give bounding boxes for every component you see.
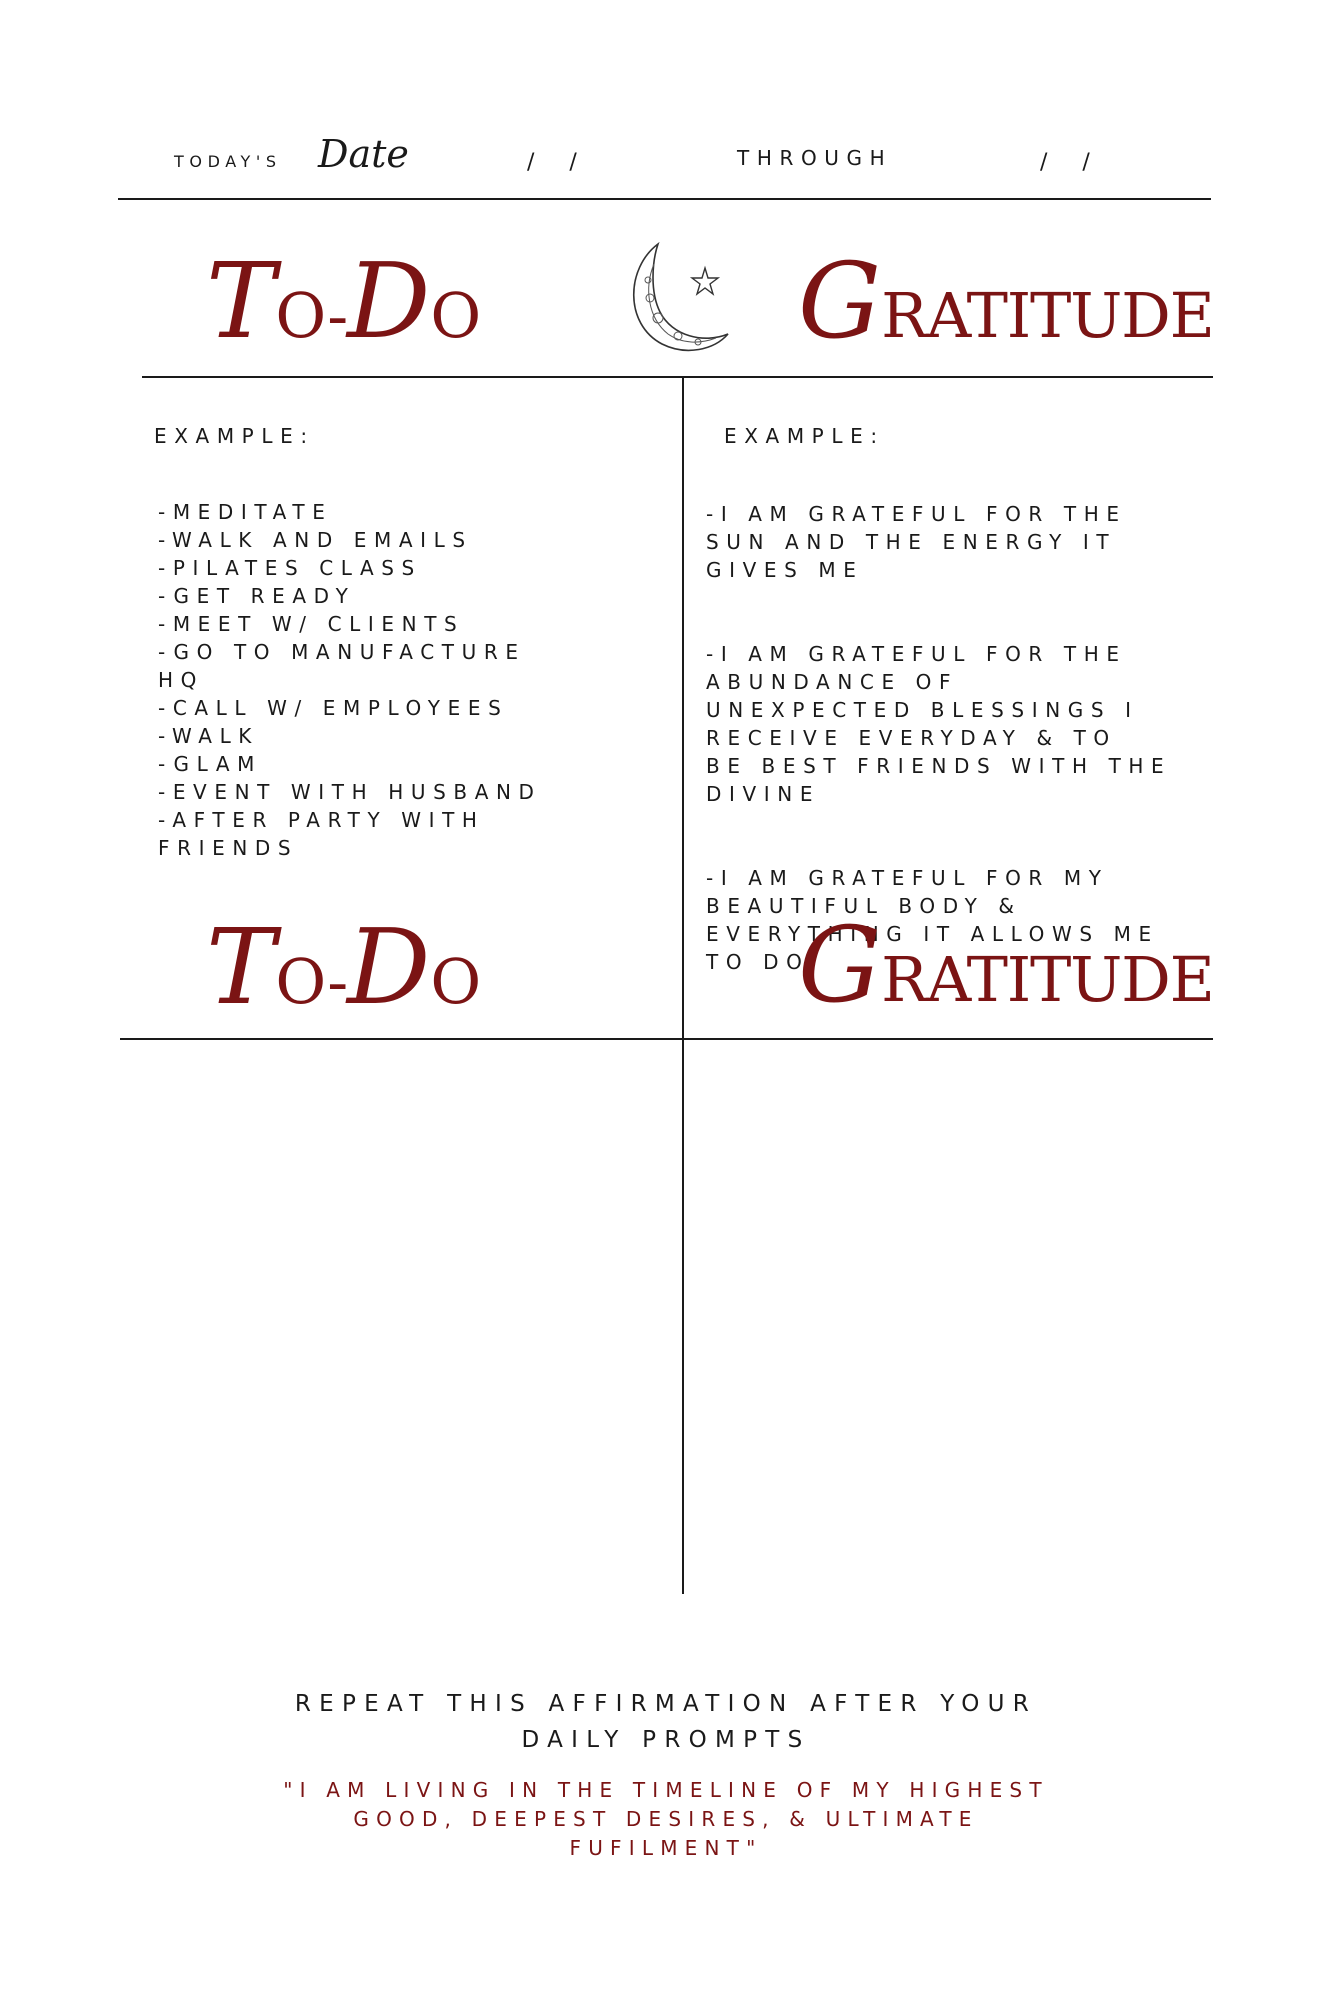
gratitude-title-2: GRATITUDE <box>798 904 1214 1026</box>
affirmation-instruction: REPEAT THIS AFFIRMATION AFTER YOUR DAILY PROMPTS <box>294 1691 1038 1753</box>
todo-title-2: TO-DO <box>206 906 480 1028</box>
todo-example-label: EXAMPLE: <box>154 424 315 448</box>
header-divider <box>118 198 1211 200</box>
date-field[interactable]: / / <box>527 150 577 175</box>
gratitude-example-label: EXAMPLE: <box>724 424 885 448</box>
crescent-moon-star-icon <box>620 238 750 358</box>
todo-writing-area[interactable] <box>120 1042 680 1582</box>
todays-label: TODAY'S <box>174 152 282 171</box>
titles-divider <box>142 376 1213 378</box>
date-label: Date <box>318 132 409 176</box>
gratitude-title: GRATITUDE <box>798 240 1214 362</box>
todo-example-list: -MEDITATE -WALK AND EMAILS -PILATES CLASS -GET READY -MEET W/ CLIENTS -GO TO MANUFACTURE HQ -CALL W/ EMPLOYEES -WALK -GLAM -EVENT WITH HUSBAND -AFTER PARTY WITH FRIENDS <box>158 500 542 860</box>
gratitude-writing-area[interactable] <box>686 1042 1212 1582</box>
todo-title: TO-DO <box>206 240 480 362</box>
affirmation-quote: "I AM LIVING IN THE TIMELINE OF MY HIGHEST GOOD, DEEPEST DESIRES, & ULTIMATE FUFILMENT" <box>283 1778 1049 1860</box>
through-label: THROUGH <box>737 146 893 170</box>
through-date-field[interactable]: / / <box>1040 150 1090 175</box>
center-divider <box>682 376 684 1594</box>
gratitude-entry: -I AM GRATEFUL FOR THE ABUNDANCE OF UNEXPECTED BLESSINGS I RECEIVE EVERYDAY & TO BE BEST FRIENDS WITH THE DIVINE <box>706 642 1172 806</box>
gratitude-entry: -I AM GRATEFUL FOR THE SUN AND THE ENERGY IT GIVES ME <box>706 502 1127 582</box>
gratitude-entry: -I AM GRATEFUL FOR MY BEAUTIFUL BODY & EVERYTHING IT ALLOWS ME TO DO <box>706 866 1159 974</box>
section-divider <box>120 1038 1213 1040</box>
